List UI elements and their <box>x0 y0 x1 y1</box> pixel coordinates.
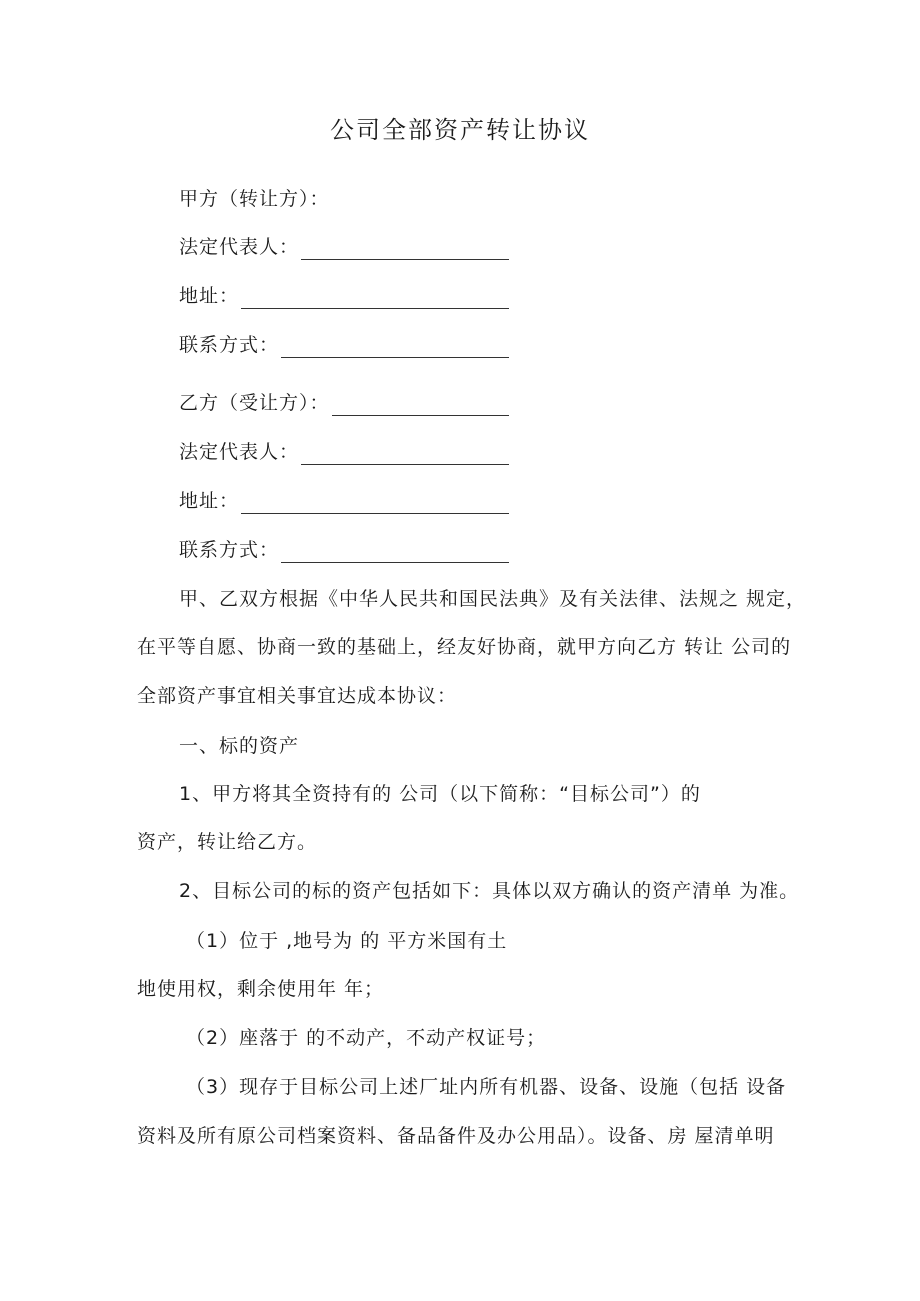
party-a-rep-label: 法定代表人： <box>179 236 300 258</box>
party-b-heading-field <box>179 390 509 416</box>
party-b-address-blank <box>241 493 509 514</box>
party-b-address-label: 地址： <box>179 490 240 512</box>
party-a-address-label: 地址： <box>179 285 240 307</box>
section1-sub3-line-2: 资料及所有原公司档案资料、备品备件及办公用品）。设备、房 屋清单明 <box>137 1125 775 1147</box>
document-title: 公司全部资产转让协议 <box>330 116 590 144</box>
section1-heading: 一、标的资产 <box>179 735 300 757</box>
party-a-address-blank <box>241 288 509 309</box>
party-b-contact-blank <box>281 542 509 563</box>
preamble-line-2: 在平等自愿、协商一致的基础上，经友好协商，就甲方向乙方 转让 公司的 <box>137 636 792 658</box>
party-a-contact-field <box>179 332 509 358</box>
preamble-line-1: 甲、乙双方根据《中华人民共和国民法典》及有关法律、法规之 规定， <box>179 588 807 610</box>
section1-sub2: （2）座落于 的不动产，不动产权证号； <box>186 1027 547 1049</box>
section1-item2: 2、目标公司的标的资产包括如下：具体以双方确认的资产清单 为准。 <box>179 880 800 902</box>
party-a-address-field <box>179 283 509 309</box>
party-a-contact-blank <box>281 337 509 358</box>
section1-sub1-line-1: （1）位于 ,地号为 的 平方米国有土 <box>186 930 508 952</box>
party-a-rep-blank <box>301 239 509 260</box>
party-b-rep-field <box>179 439 509 465</box>
preamble-line-3: 全部资产事宜相关事宜达成本协议： <box>137 685 458 707</box>
party-b-heading: 乙方（受让方）： <box>179 392 330 414</box>
party-b-contact-label: 联系方式： <box>179 539 280 561</box>
party-a-rep-field <box>179 234 509 260</box>
party-a-contact-label: 联系方式： <box>179 334 280 356</box>
section1-item1-line-2: 资产，转让给乙方。 <box>137 831 318 853</box>
party-b-address-field <box>179 488 509 514</box>
section1-sub3-line-1: （3）现存于目标公司上述厂址内所有机器、设备、设施（包括 设备 <box>186 1076 787 1098</box>
party-a-heading: 甲方（转让方）： <box>179 188 330 210</box>
section1-sub1-line-2: 地使用权，剩余使用年 年； <box>137 978 385 1000</box>
party-b-contact-field <box>179 537 509 563</box>
party-b-rep-blank <box>301 444 509 465</box>
section1-item1-line-1: 1、甲方将其全资持有的 公司（以下简称：“目标公司”）的 <box>179 783 701 805</box>
party-b-rep-label: 法定代表人： <box>179 441 300 463</box>
party-b-name-blank <box>332 395 509 416</box>
